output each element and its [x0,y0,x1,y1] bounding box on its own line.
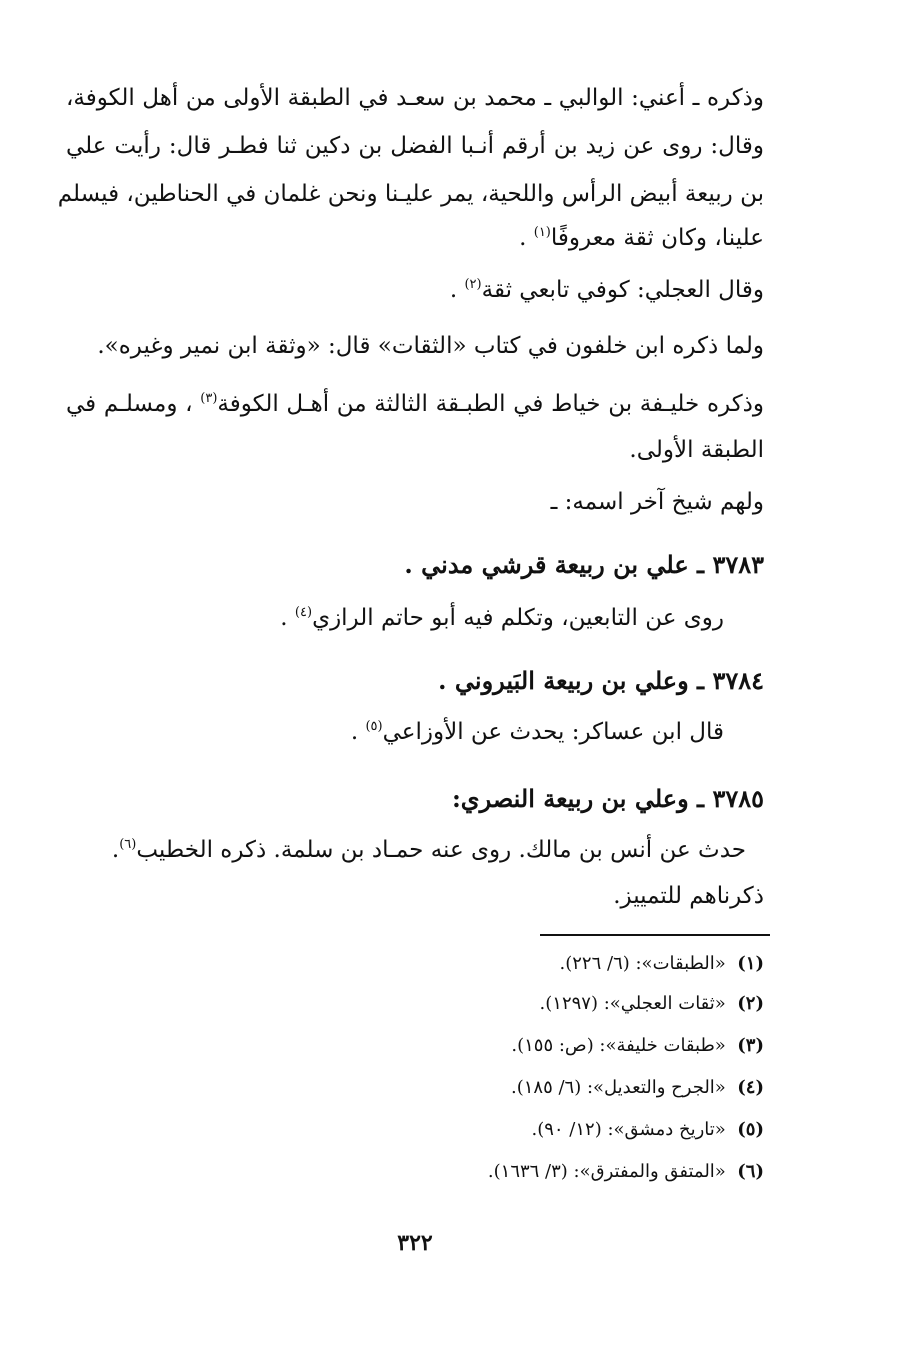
text: ٣٧٨٤ ـ وعلي بن ربيعة البَيروني . [438,666,764,695]
text: وقال: روى عن زيد بن أرقم أنـبا الفضل بن دكين ثنا فطـر قال: رأيت علي [66,133,764,159]
text-line [66,832,746,868]
text-line [66,600,724,636]
footnote-text: «طبقات خليفة»: (ص: ١٥٥). [511,1035,726,1056]
footnote [66,1116,764,1144]
text-line [66,432,764,468]
footnote-number: (١) [737,953,764,974]
text-line [66,878,764,914]
footnote-text: «تاريخ دمشق»: (١٢/ ٩٠). [531,1119,726,1140]
footnote [66,1032,764,1060]
footnote-ref[interactable]: (٦) [119,837,137,852]
text: ، ومسلـم في [66,391,193,417]
footnote-number: (٦) [737,1161,764,1182]
footnote-number: (٢) [737,993,764,1014]
text: ٣٧٨٣ ـ علي بن ربيعة قرشي مدني . [404,550,764,579]
footnote-ref[interactable]: (٣) [200,391,218,406]
text-line [66,80,764,116]
text: . [111,837,120,863]
text: ولما ذكره ابن خلفون في كتاب «الثقات» قال: «وثقة ابن نمير وغيره». [97,333,764,359]
text-run [200,391,764,417]
text-line [66,328,764,364]
text: . [449,277,465,303]
footnote-ref[interactable]: (٢) [464,277,482,292]
footnote-ref[interactable]: (٥) [365,719,383,734]
text: بن ربيعة أبيض الرأس واللحية، يمر عليـنا ونحن غلمان في الحناطين، فيسلم [57,181,764,207]
text-line [66,272,764,308]
text-line [57,176,764,212]
footnote-number: (٣) [737,1035,764,1056]
text: قال ابن عساكر: يحدث عن الأوزاعي [382,719,724,745]
text-line [66,714,724,750]
footnote [66,1074,764,1102]
footnote-separator [540,934,770,936]
entry-heading [66,780,764,818]
text: وقال العجلي: كوفي تابعي ثقة [481,277,764,303]
footnote [66,990,764,1018]
text: علينا، وكان ثقة معروفًا [550,225,764,251]
footnote-ref[interactable]: (١) [533,225,551,240]
text-line [66,386,764,422]
text: الطبقة الأولى. [629,437,764,463]
text: وذكره ـ أعني: الوالبي ـ محمد بن سعـد في الطبقة الأولى من أهل الكوفة، [66,85,764,111]
text: ٣٧٨٥ ـ وعلي بن ربيعة النصري: [451,784,764,813]
footnote-text: «المتفق والمفترق»: (٣/ ١٦٣٦). [487,1161,726,1182]
text: حدث عن أنس بن مالك. روى عنه حمـاد بن سلمة. ذكره الخطيب [136,837,746,863]
text: وذكره خليـفة بن خياط في الطبـقة الثالثة من أهـل الكوفة [217,391,764,417]
text: . [350,719,366,745]
page-number: ٣٢٢ [397,1230,433,1256]
footnote-number: (٤) [737,1077,764,1098]
footnote-number: (٥) [737,1119,764,1140]
text-line [66,128,764,164]
text-line [66,220,764,256]
footnote-text: «الجرح والتعديل»: (٦/ ١٨٥). [510,1077,726,1098]
footnote [66,1158,764,1186]
footnote-text: «ثقات العجلي»: (١٢٩٧). [539,993,726,1014]
entry-heading [66,662,764,700]
text: ذكرناهم للتمييز. [613,883,764,909]
text: روى عن التابعين، وتكلم فيه أبو حاتم الرازي [312,605,724,631]
text: . [280,605,295,631]
footnote-ref[interactable]: (٤) [294,605,313,620]
footnote-text: «الطبقات»: (٦/ ٢٢٦). [559,953,726,974]
text: . [519,225,534,251]
footnote [66,950,764,978]
text: ولهم شيخ آخر اسمه: ـ [550,489,764,515]
text-line [66,484,764,520]
entry-heading [66,546,764,584]
